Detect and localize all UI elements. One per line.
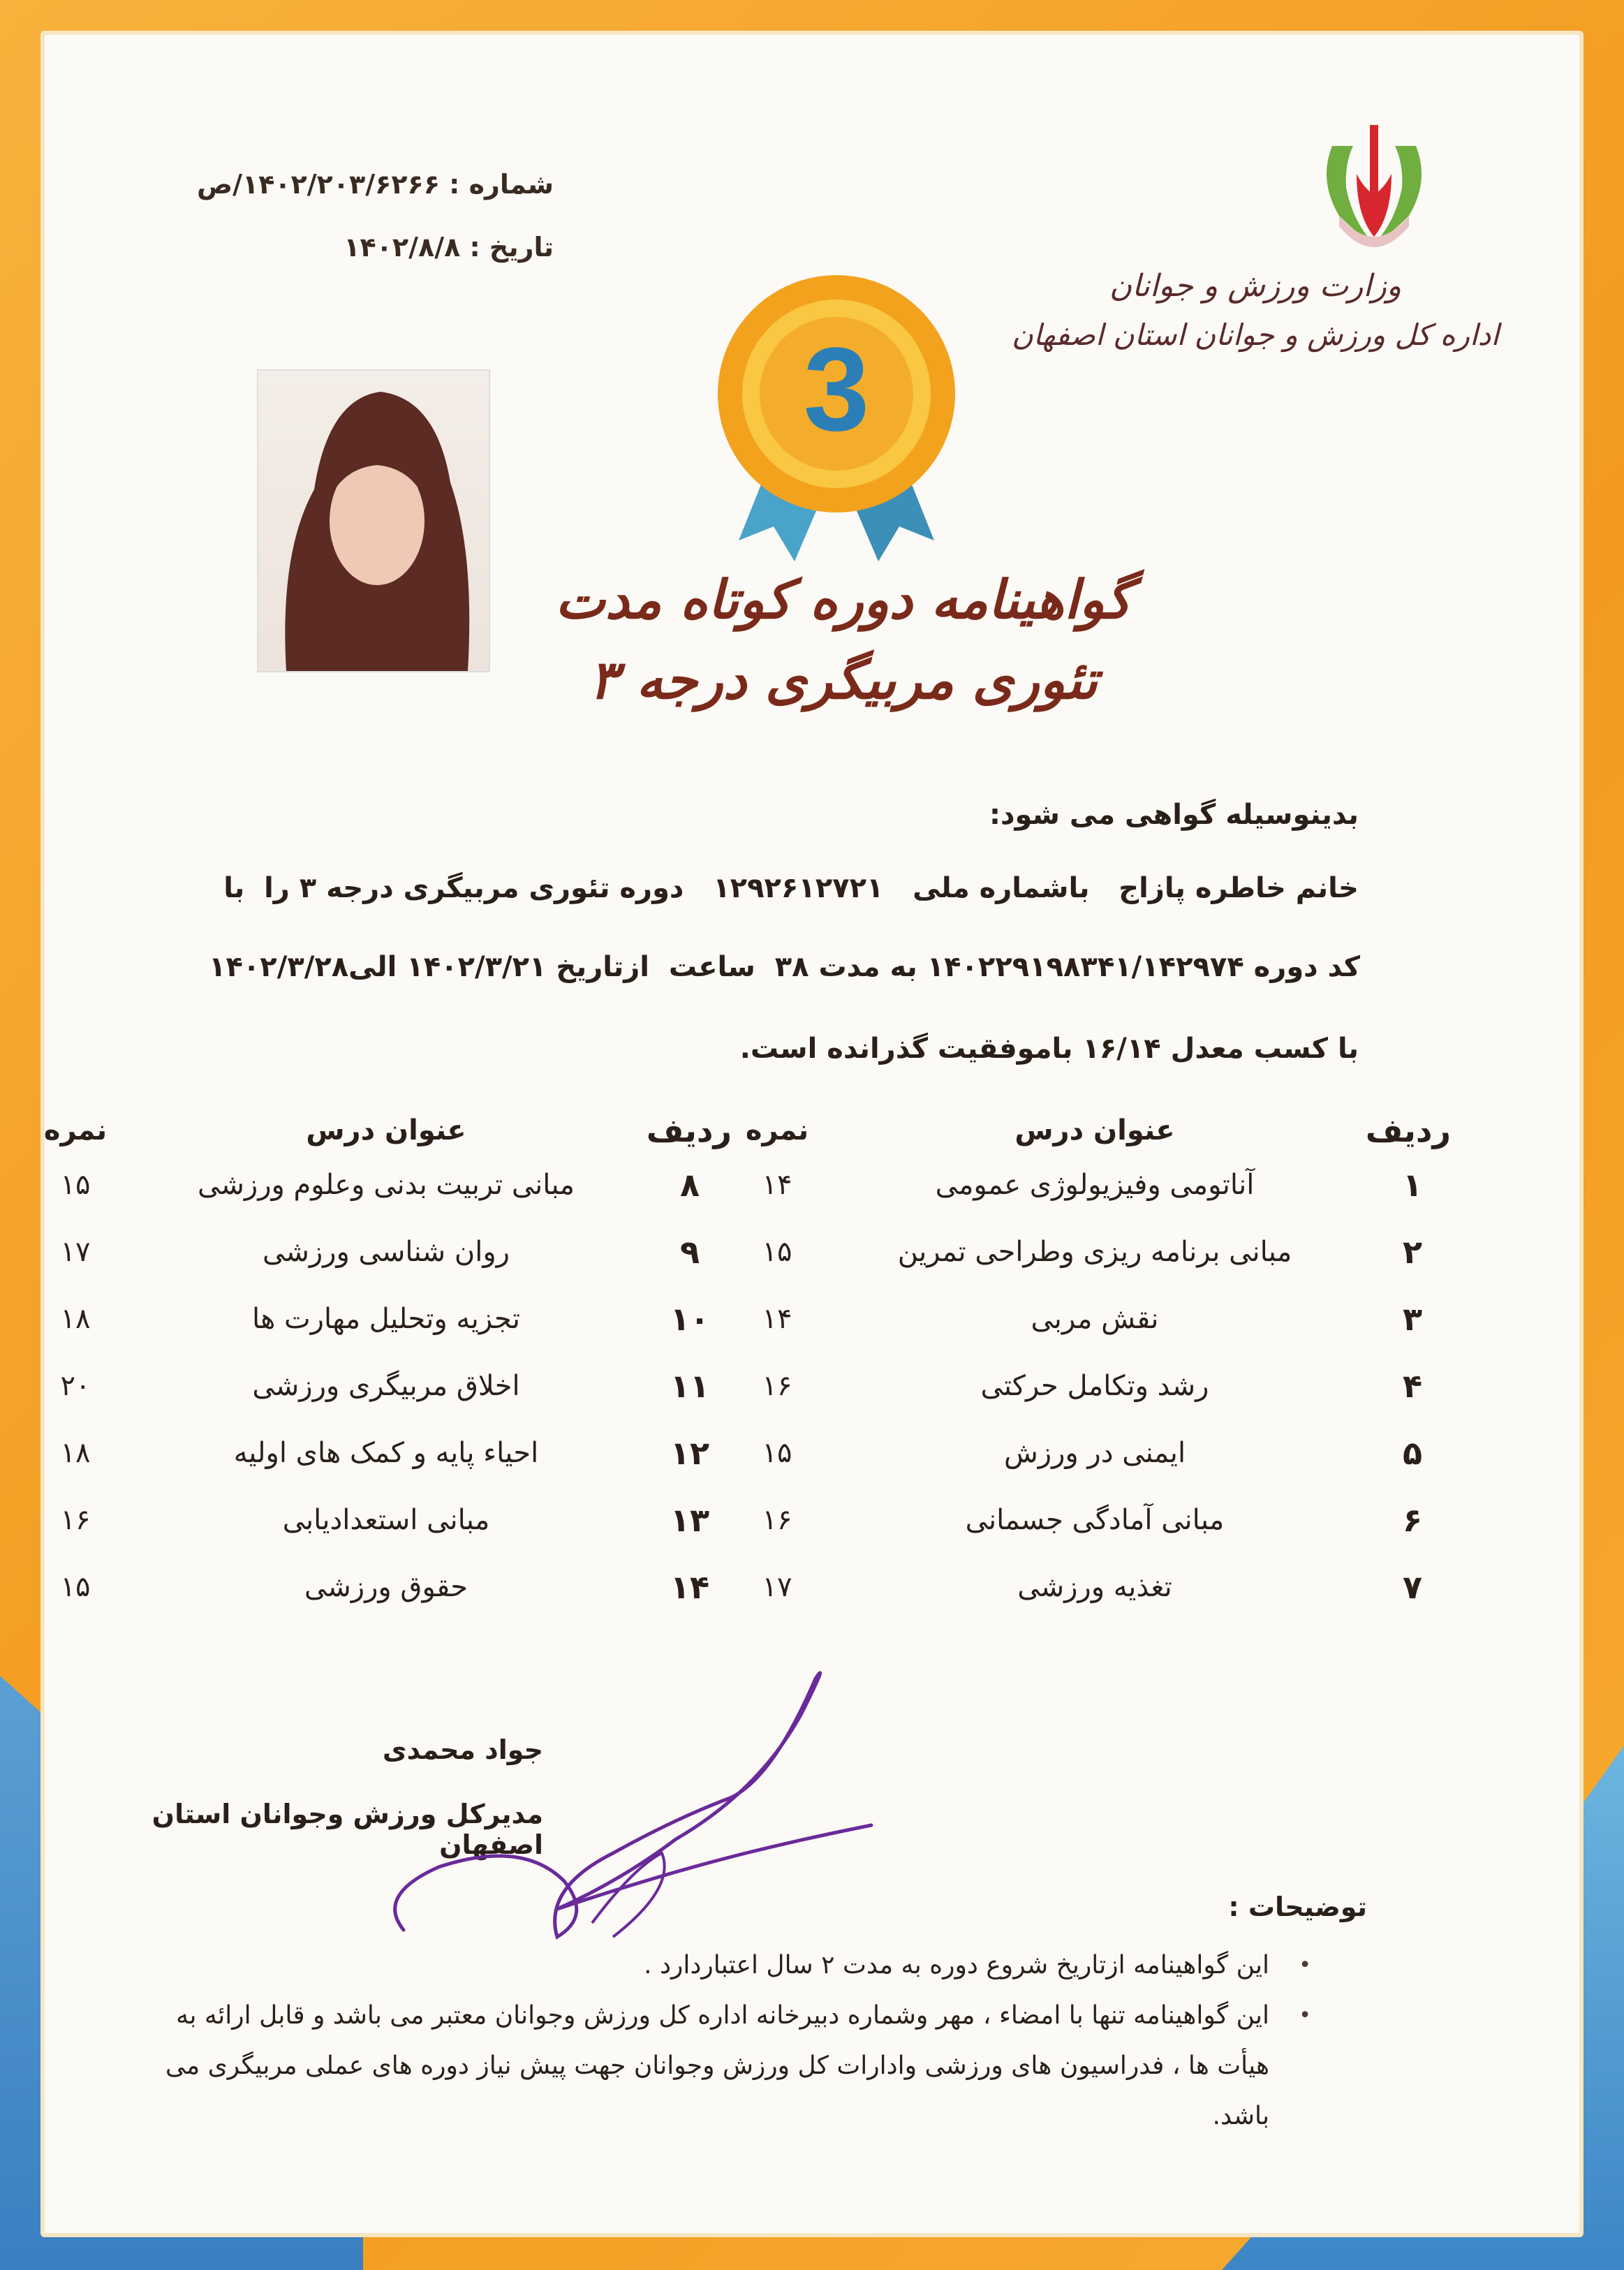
course-grade: ۱۴ (762, 1169, 792, 1201)
course-grade: ۱۷ (60, 1236, 91, 1268)
reference-block (163, 153, 554, 279)
table-row (739, 1151, 1451, 1218)
notes-title: توضیحات : (1228, 1892, 1367, 1922)
table-row (27, 1285, 732, 1353)
course-name: آناتومی وفیزیولوژی عمومی (935, 1169, 1255, 1201)
table-row (27, 1487, 732, 1554)
course-grade: ۱۸ (60, 1303, 91, 1335)
course-name: مبانی آمادگی جسمانی (965, 1504, 1225, 1536)
portrait-icon (258, 371, 489, 671)
header-course: عنوان درس (1014, 1114, 1175, 1147)
reference-number (163, 153, 554, 216)
iran-emblem-icon (1290, 97, 1458, 265)
row-number: ۱۰ (670, 1300, 710, 1338)
signer-title: مدیرکل ورزش وجوانان استان اصفهان (152, 1799, 543, 1860)
course-name: ایمنی در ورزش (1003, 1437, 1186, 1469)
table-row (739, 1353, 1451, 1420)
table-row (27, 1151, 732, 1218)
medal-level: 3 (803, 323, 870, 456)
course-grade: ۱۵ (60, 1571, 91, 1603)
ministry-office: اداره کل ورزش و جوانان استان اصفهان (1011, 318, 1500, 352)
certificate-title (529, 561, 1158, 722)
header-grade: نمره (745, 1114, 809, 1147)
row-number: ۱۱ (670, 1367, 710, 1405)
table-row (739, 1420, 1451, 1487)
title-line-2: تئوری مربیگری درجه ۳ (589, 649, 1098, 711)
signature-icon (383, 1658, 927, 1951)
number-label: شماره : (449, 169, 554, 200)
row-number: ۱ (1402, 1166, 1423, 1204)
course-name: اخلاق مربیگری ورزشی (252, 1370, 520, 1402)
course-name: مبانی تربیت بدنی وعلوم ورزشی (198, 1169, 575, 1201)
course-name: رشد وتکامل حرکتی (980, 1370, 1209, 1402)
reference-date (163, 216, 554, 279)
row-number: ۲ (1402, 1233, 1423, 1271)
body-line-1: خانم خاطره پازاج باشماره ملی ۱۲۹۲۶۱۲۷۲۱ دوره تئوری مربیگری درجه ۳ را با (223, 872, 1359, 904)
course-name: حقوق ورزشی (304, 1571, 468, 1603)
row-number: ۵ (1402, 1434, 1423, 1472)
date-label: تاریخ : (469, 232, 554, 263)
course-name: تجزیه وتحلیل مهارت ها (252, 1303, 520, 1335)
grades-table-right (739, 1110, 1451, 1621)
table-header (739, 1110, 1451, 1151)
course-grade: ۱۵ (60, 1169, 91, 1201)
header-row: ردیف (1365, 1112, 1451, 1149)
course-grade: ۱۷ (762, 1571, 792, 1603)
course-grade: ۱۵ (762, 1437, 792, 1469)
course-name: نقش مربی (1031, 1303, 1159, 1335)
signer-name: جواد محمدی (382, 1734, 543, 1765)
title-line-1: گواهینامه دوره کوتاه مدت (555, 568, 1132, 631)
number-value: ۱۴۰۲/۲۰۳/۶۲۶۶/ص (197, 169, 440, 200)
row-number: ۷ (1402, 1568, 1423, 1606)
row-number: ۹ (679, 1233, 700, 1271)
student-photo (257, 369, 490, 672)
header-row: ردیف (646, 1112, 732, 1149)
ministry-name: وزارت ورزش و جوانان (1109, 268, 1402, 304)
course-grade: ۱۵ (762, 1236, 792, 1268)
table-row (739, 1487, 1451, 1554)
date-value: ۱۴۰۲/۸/۸ (344, 232, 461, 263)
row-number: ۸ (679, 1166, 700, 1204)
course-grade: ۱۸ (60, 1437, 91, 1469)
note-item: • این گواهینامه تنها با امضاء ، مهر وشماره دبیرخانه اداره کل ورزش وجوانان معتبر می باشد و قابل ارائه به هیأت ها ، فدراسیون های ورزشی وادارات کل ورزش وجوانان جهت پیش نیاز دوره های عملی مربیگری می باشد. (117, 1991, 1283, 2142)
row-number: ۱۲ (670, 1434, 710, 1472)
table-header (27, 1110, 732, 1151)
table-row (27, 1218, 732, 1285)
table-row (739, 1218, 1451, 1285)
table-row (27, 1420, 732, 1487)
note-item: • این گواهینامه ازتاریخ شروع دوره به مدت ۲ سال اعتباردارد . (117, 1940, 1283, 1991)
table-row (739, 1285, 1451, 1353)
header-course: عنوان درس (306, 1114, 466, 1147)
body-line-3: با کسب معدل ۱۶/۱۴ باموفقیت گذرانده است. (739, 1033, 1359, 1065)
course-grade: ۱۴ (762, 1303, 792, 1335)
table-row (27, 1353, 732, 1420)
row-number: ۱۴ (670, 1568, 710, 1606)
certify-text: بدینوسیله گواهی می شود: (989, 799, 1359, 831)
ministry-block (1011, 268, 1500, 352)
course-name: تغذیه ورزشی (1017, 1571, 1172, 1603)
row-number: ۴ (1402, 1367, 1423, 1405)
table-row (739, 1554, 1451, 1621)
course-name: روان شناسی ورزشی (263, 1236, 510, 1268)
course-grade: ۱۶ (762, 1370, 792, 1402)
table-row (27, 1554, 732, 1621)
row-number: ۶ (1402, 1501, 1423, 1539)
course-name: مبانی استعدادیابی (282, 1504, 490, 1536)
medal-icon (697, 268, 976, 596)
body-line-2: کد دوره ۱۴۰۲۲۹۱۹۸۳۴۱/۱۴۲۹۷۴ به مدت ۳۸ ساعت ازتاریخ ۱۴۰۲/۳/۲۱ الی۱۴۰۲/۳/۲۸ (209, 951, 1360, 983)
course-name: مبانی برنامه ریزی وطراحی تمرین (897, 1236, 1292, 1268)
row-number: ۳ (1402, 1300, 1423, 1338)
certificate-paper (40, 31, 1584, 2237)
header-grade: نمره (43, 1114, 108, 1147)
course-grade: ۲۰ (60, 1370, 91, 1402)
course-name: احیاء پایه و کمک های اولیه (233, 1437, 539, 1469)
course-grade: ۱۶ (60, 1504, 91, 1536)
course-grade: ۱۶ (762, 1504, 792, 1536)
grades-table-left (27, 1110, 732, 1621)
notes-list (117, 1940, 1304, 2142)
row-number: ۱۳ (670, 1501, 710, 1539)
